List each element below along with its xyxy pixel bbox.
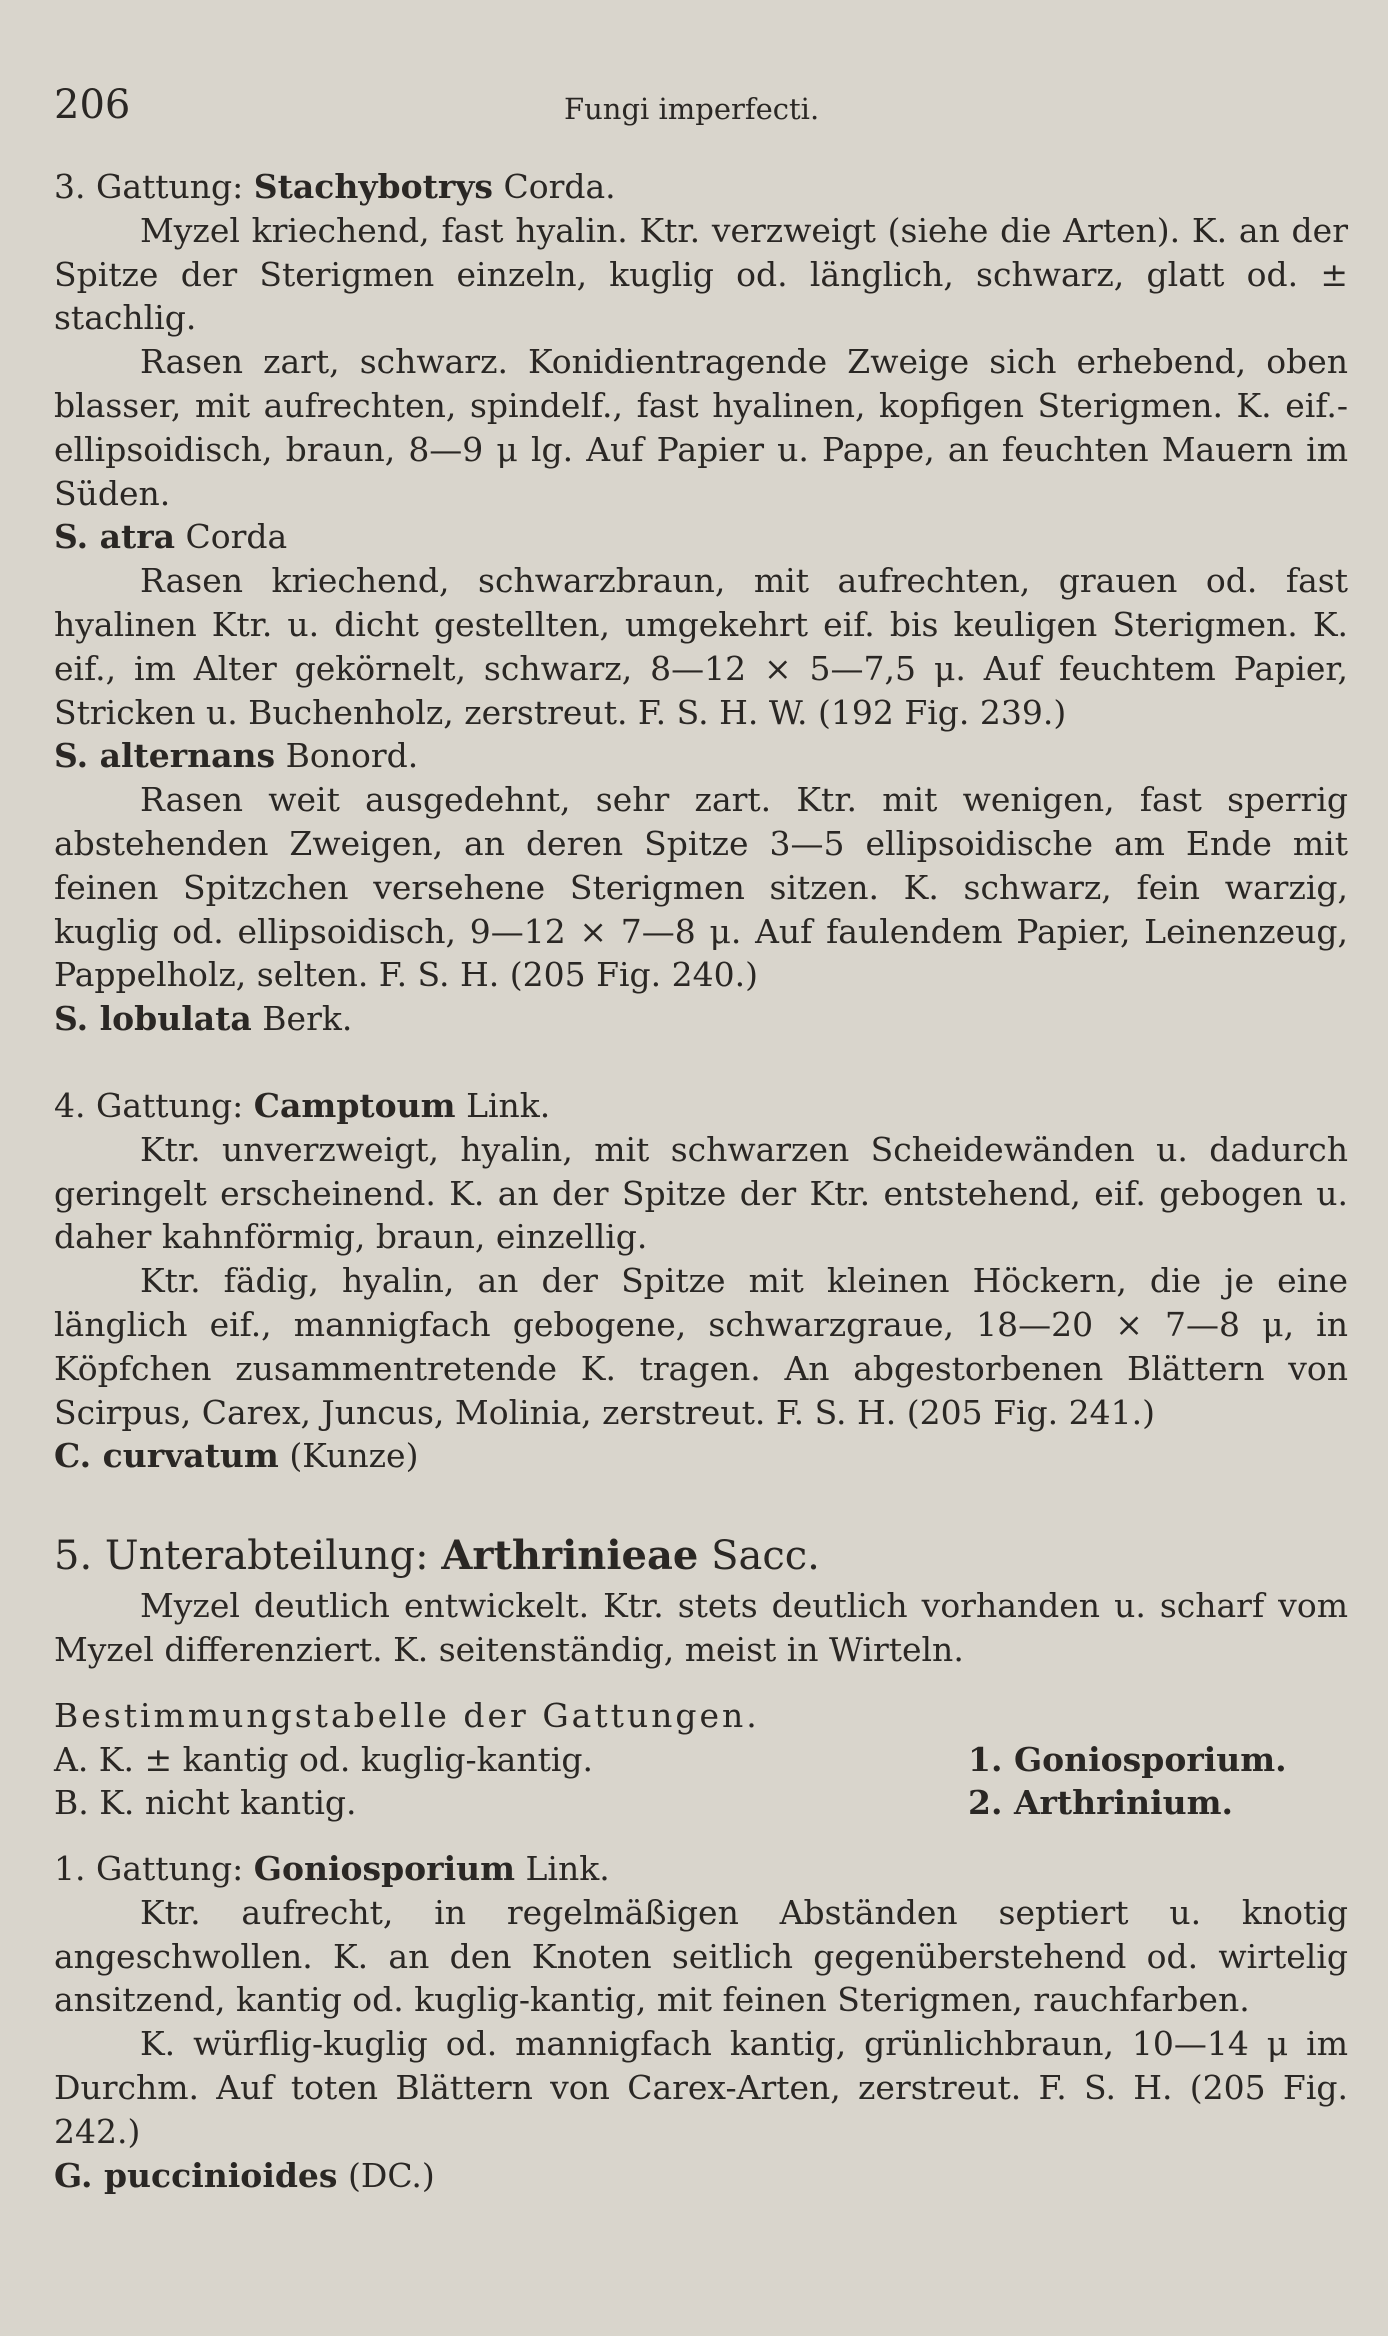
subdivision-description: Myzel deutlich entwickelt. Ktr. stets deutlich vorhanden u. scharf vom Myzel differenziert. K. seitenständig, meist in Wirteln. [54,1586,1348,1669]
key-row: A. K. ± kantig od. kuglig-kantig. 1. Goniosporium. [54,1739,1287,1779]
page-body [54,165,1348,2197]
genus-heading-goniosporium: 1. Gattung: Goniosporium Link. [54,1849,610,1889]
species-description: Rasen weit ausgedehnt, sehr zart. Ktr. mit wenigen, fast sperrig abstehenden Zweigen, an deren Spitze 3—5 ellipsoidische am Ende mit feinen Spitzchen versehene Sterigmen sitzen. K. schwarz, fein warzig, kuglig od. ellipsoidisch, 9—12 × 7—8 μ. Auf faulendem Papier, Leinenzeug, Pappelholz, selten. F. S. H. (205 Fig. 240.) [54,780,1348,995]
spacer [54,1041,1348,1084]
species-name: G. puccinioides (DC.) [54,2155,435,2195]
page-number: 206 [54,82,131,128]
species-name: S. alternans Bonord. [54,736,419,776]
species-name: S. atra Corda [54,517,288,557]
subdivision-heading-arthrinieae: 5. Unterabteilung: Arthrinieae Sacc. [54,1532,820,1580]
genus-heading-stachybotrys: 3. Gattung: Stachybotrys Corda. [54,167,616,206]
species-description: Rasen zart, schwarz. Konidientragende Zweige sich erhebend, oben blasser, mit aufrechten, spindelf., fast hyalinen, kopfigen Sterigmen. K. eif.-ellipsoidisch, braun, 8—9 μ lg. Auf Papier u. Pappe, an feuchten Mauern im Süden. [54,342,1348,513]
genus-description: Ktr. unverzweigt, hyalin, mit schwarzen Scheidewänden u. dadurch geringelt erscheinend. K. an der Spitze der Ktr. entstehend, eif. gebogen u. daher kahnförmig, braun, einzellig. [54,1129,1348,1257]
species-description: Rasen kriechend, schwarzbraun, mit aufrechten, grauen od. fast hyalinen Ktr. u. dicht gestellten, umgekehrt eif. bis keuligen Sterigmen. K. eif., im Alter gekörnelt, schwarz, 8—12 × 5—7,5 μ. Auf feuchtem Papier, Stricken u. Buchenholz, zerstreut. F. S. H. W. (192 Fig. 239.) [54,561,1348,732]
species-description: Ktr. fädig, hyalin, an der Spitze mit kleinen Höckern, die je eine länglich eif., mannigfach gebogene, schwarzgraue, 18—20 × 7—8 μ, in Köpfchen zusammentretende K. tragen. An abgestorbenen Blättern von Scirpus, Carex, Juncus, Molinia, zerstreut. F. S. H. (205 Fig. 241.) [54,1261,1348,1432]
page-header [54,82,1344,130]
genus-description: Ktr. aufrecht, in regelmäßigen Abständen septiert u. knotig angeschwollen. K. an den Knoten seitlich gegenüberstehend od. wirtelig ansitzend, kantig od. kuglig-kantig, mit feinen Sterigmen, rauchfarben. [54,1892,1348,2020]
genus-heading-camptoum: 4. Gattung: Camptoum Link. [54,1085,551,1125]
spacer [54,1672,1348,1694]
spacer [54,1825,1348,1847]
species-name: S. lobulata Berk. [54,999,353,1039]
spacer [54,1478,1348,1528]
genus-description: Myzel kriechend, fast hyalin. Ktr. verzweigt (siehe die Arten). K. an der Spitze der Sterigmen einzeln, kuglig od. länglich, schwarz, glatt od. ± stachlig. [54,210,1348,338]
species-name: C. curvatum (Kunze) [54,1436,419,1476]
key-row: B. K. nicht kantig. 2. Arthrinium. [54,1783,1234,1823]
species-description: K. würflig-kuglig od. mannigfach kantig, grünlichbraun, 10—14 μ im Durchm. Auf toten Blättern von Carex-Arten, zerstreut. F. S. H. (205 Fig. 242.) [54,2024,1348,2151]
key-title: Bestimmungstabelle der Gattungen. [54,1695,760,1735]
running-title: Fungi imperfecti. [564,92,820,126]
